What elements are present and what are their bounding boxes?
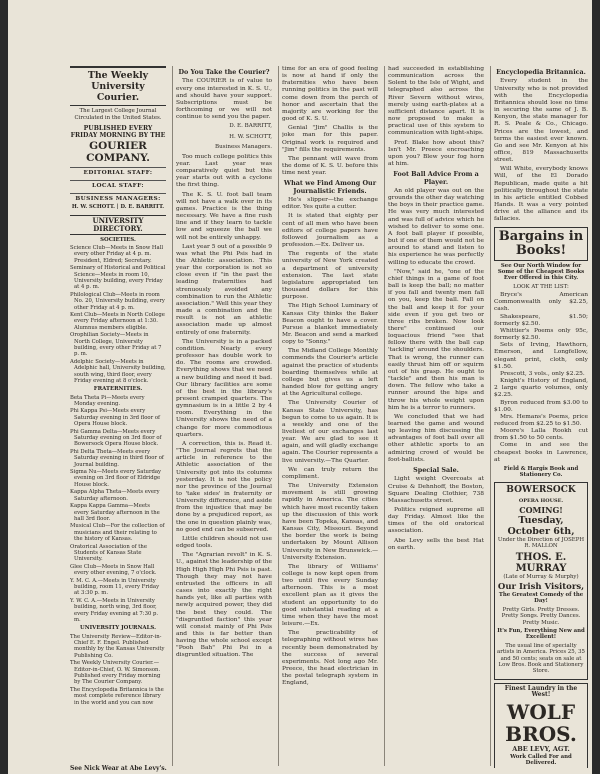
newspaper-page <box>8 0 592 774</box>
article-heading: Do You Take the Courier? <box>178 68 270 76</box>
paragraph: Abe Levy sells the best Hat on earth. <box>388 537 484 551</box>
directory-entry: Seminary of Historical and Political Science—Meets in room 10, University building, every Friday at 4 p. m. <box>70 265 166 291</box>
directory-entry: Kappa Kappa Gamma—Meets every Saturday afternoon in the hall 3rd floor. <box>70 503 160 522</box>
paragraph: Genial "Jim" Challis is the joke man for this paper. Original work is required and "Jim" fills the requirements. <box>282 125 378 153</box>
ad-list-item: Come in and see the cheapest books in Lawrence, at <box>494 442 588 463</box>
top-margin <box>8 0 592 58</box>
directory-entry: Kappa Alpha Theta—Meets every Saturday afternoon. <box>70 489 160 502</box>
ad-list-item: Mrs. Hemans's Poems, price reduced from $2.25 to $1.50. <box>494 413 588 427</box>
directory-entry: Kent Club—Meets in North College every Friday afternoon at 1:30. Alumnus members eligible. <box>70 311 165 331</box>
paragraph: It is stated that eighty per cent of all men who have been editors of college papers have followed journalism as a profession.—Ex. Deliver us. <box>282 213 378 249</box>
article-heading: What we Find Among Our Journalistic Friends. <box>283 179 377 195</box>
ad-list-item: Shakespeare, $1.50; formerly $2.50. <box>494 313 588 327</box>
paragraph: An old player was out on the grounds the other day watching the boys in their practice game. He was very much interested and was full of advice which he wished to deliver to some one. A foot ball player if possible, but if one of them would not be around to stand and listen to his experience he was perfectly willing to educate the crowd. <box>388 188 484 266</box>
paragraph: The practicability of telegraphing without wires has recently been demonstrated by the success of several experiments. Not long ago Mr. Preece, the head electrician in the postal telegraph system in England, <box>282 630 378 687</box>
show-date: Tuesday, October 6th, <box>507 514 575 537</box>
paragraph: The K. S. U. foot ball team will not have a walk over in its games. Practice is the thing necessary. We have a fine rush line and if they learn to tackle low and squeeze the ball we will not be entirely unhappy. <box>176 191 272 241</box>
agent-name: ABE LEVY, AGT. <box>512 744 570 753</box>
column-masthead <box>70 66 166 768</box>
masthead-tagline: The Largest College Journal Circulated in the United States. <box>74 108 162 121</box>
work-line: Work Called For and Delivered. <box>510 754 572 767</box>
column-advertisements <box>494 66 588 768</box>
column-rule <box>490 66 491 766</box>
directory-title: UNIVERSITY DIRECTORY. <box>70 215 166 235</box>
signature: Business Managers. <box>214 143 272 150</box>
company-name: GOURIER COMPANY. <box>86 140 150 164</box>
column-rule <box>172 66 173 766</box>
paragraph: The High School Luminary of Kansas City thinks the Baker Beacon ought to have a cover. Pursue a blanket immediately Mr. Beacon and send a marked copy to "Sonny." <box>282 303 378 346</box>
ad-list-item: Sets of Irving, Hawthorn, Emerson, and Longfellow, elegant print, cloth, only $1.50. <box>494 342 588 370</box>
store-name: Field & Hargis Book and Stationery Co. <box>503 465 579 479</box>
directory-entry: Science Club—Meets in Snow Hall every other Friday at 4 p. m. President, Eldred; Secretary. <box>70 244 164 264</box>
ad-list-item: Whittier's Poems only 95c, formerly $2.50. <box>494 327 588 342</box>
laundry-ad <box>494 683 588 768</box>
actor-subtitle: (Late of Murray & Murphy) <box>503 573 579 580</box>
opera-name: BOWERSOCK <box>506 484 576 495</box>
paragraph: time for an era of good feeling is now at hand if only the fraternities who have been running politics in the past will come down from the perch of honor and ascertain that the majority are working for the good of K. S. U. <box>282 66 378 123</box>
column-football <box>388 66 484 768</box>
paragraph: The "Agrarian revolt" in K. S. U., against the leadership of the High High High Phi Psis is past. Though they may not have entrusted the officers in all cases into exactly the right hands yet, like all parties with newly acquired power, they did the best they could. The "disgruntled faction" this year will consist mainly of Phi Psis and this is far better than having the whole school except "Pooh Bah" Phi Psi in a disgruntled situation. The <box>176 552 272 659</box>
paragraph: Politics reigned supreme all day Friday. Almost like the times of the old oratorical association. <box>388 506 484 535</box>
opera-suffix: OPERA HOUSE. <box>518 497 564 504</box>
comedy-tagline: The Greatest Comedy of the Day! <box>498 591 584 605</box>
bargains-ad-title: Bargains in Books! <box>494 227 588 261</box>
directory-entry: Glee Club—Meets in Snow Hall every other evening, 7 o'clock. <box>70 563 157 577</box>
paragraph: We concluded that we had learned the game and wound up leaving him discussing the advantages of foot ball over all other athletic sports to an admiring crowd of would be foot-ballists. <box>388 413 484 463</box>
paragraph: Light weight Overcoats at Cruise & Dehnhoff, the Boston, Square Dealing Clothier, 738 Massachusetts street. <box>388 476 484 504</box>
laundry-title: Finest Laundry in the West! <box>504 684 578 699</box>
ad-list-item: Moore's Lalla Rookh cut from $1.50 to 50 cents. <box>494 428 588 442</box>
paragraph: The pennant will wave from the dome of K. S. U. before this time next year. <box>282 155 378 177</box>
ad-list-item: Prescott, 3 vols., only $2.25. <box>500 370 585 377</box>
directory-entry: Sigma Nu—Meets every Saturday evening on 3rd floor of Eldridge House block. <box>70 469 162 488</box>
paragraph: Every student in the University who is not provided with the Encyclopedia Britannica should lose no time in securing the same of J. B. Kenyon, the state manager for R. S. Peale & Co., Chicago. Prices are the lowest, and terms the easiest ever known. Go and see Mr. Kenyon at his office, 819 Massachusetts street. <box>494 78 588 164</box>
directory-entry: Y. W. C. A.—Meets in University building, north wing, 3rd floor, every Friday evening at 7:30 p. m. <box>70 597 159 624</box>
directory-entry: Phi Kappa Psi—Meets every Saturday evening in 3rd floor of Opera House block. <box>70 408 160 428</box>
column-editorial <box>176 66 272 768</box>
directory-entry: Philological Club—Meets in room No. 20, University building, every other Friday at 4 p. m. <box>70 291 165 311</box>
play-title: Our Irish Visitors, <box>497 581 585 592</box>
opera-house-ad <box>494 482 588 680</box>
column-rule <box>278 66 279 766</box>
business-managers-heading: BUSINESS MANAGERS: <box>70 193 166 203</box>
paragraph: The regents of the state university of New York created a department of university extension. The last state legislature appropriated ten thousand dollars for this purpose. <box>282 251 378 301</box>
directory-entry: Musical Club—For the collection of musicians and their relating to the history of Kansas. <box>70 523 165 543</box>
ad-list-heading: LOOK AT THE LIST: <box>513 283 569 290</box>
directory-entry: Orophilian Society—Meets in North College, University building, every other Friday at 7 p. m. <box>70 332 162 358</box>
societies-heading: SOCIETIES. <box>100 236 136 243</box>
local-staff-heading: LOCAL STAFF: <box>70 180 166 190</box>
directory-entry: Adelphic Society—Meets in Adelphic hall, University building, south wing, third floor, every Friday evening at 8 o'clock. <box>70 358 166 385</box>
editorial-staff-heading: EDITORIAL STAFF: <box>70 167 166 177</box>
ad-list-item: Bryce's American Commonwealth only $2.25, cash. <box>494 292 588 313</box>
management-line: Under the Direction of JOSEPH R. MALLON <box>497 536 585 550</box>
paragraph: The library of Williams' college is now kept open from two until five every Sunday afternoon. This is a most excellent plan as it gives the student an opportunity to do good substantial reading at a time when they have the most leisure.—Ex. <box>282 563 378 628</box>
paragraph: had succeeded in establishing communication across the Solent to the Isle of Wight, and telegraphed also across the River Severn without wires, merely using earth-plates at a sufficient distance apart. It is now proposed to make a practical use of this system to communication with light-ships. <box>388 66 484 137</box>
fun-tagline: It's Fun, Everything New and Excellent! <box>497 627 585 641</box>
paragraph: Too much college politics this year. Last year was comparatively quiet but this year starts out with a cyclone the first thing. <box>176 153 272 189</box>
directory-entry: Beta Theta Pi—Meets every Monday evening. <box>70 394 145 408</box>
fraternities-heading: FRATERNITIES. <box>93 386 143 393</box>
column-rule <box>384 66 385 766</box>
ad-subtitle: See Our North Window for Some of the Cheapest Books Ever Offered in this City. <box>497 262 585 282</box>
directory-entry: Phi Gamma Delta—Meets every Saturday evening on 3rd floor of Bowersock Opera House block. <box>70 428 162 448</box>
paragraph: He's slipper—the exchange editor. Yes quite a cutter. <box>282 197 378 211</box>
coming-label: COMING! <box>519 504 563 515</box>
article-heading: Foot Ball Advice From a Player. <box>393 170 479 186</box>
paragraph: The University Courier of Kansas State University, has begun to come to us again. It is a weekly and one of the liveliest of our exchanges last year. We are glad to see it again, and will gladly exchange again. The Courier represents a live university.—The Quarter. <box>282 400 378 464</box>
directory-entry: Oratorical Association of the Students of Kansas State University. <box>70 543 147 563</box>
article-heading: Encyclopedia Britannica. <box>496 68 586 76</box>
article-heading: Special Sale. <box>413 465 459 474</box>
directory-entry: Y. M. C. A.—Meets in University building, room 11, every Friday at 3:30 p. m. <box>70 577 160 597</box>
paragraph: A correction, this is. Read it. "The Journal regrets that the article in reference to the Athletic association of the University got into its columns yesterday. It is not the policy nor the province of the Journal to 'take sides' in fraternity or University difference, and aside from the injustice that may be done by a prejudiced report, as the one in question plainly was, no good end can be subserved. <box>176 440 272 533</box>
journal-entry: The University Review—Editor-in-Chief E. F. Engel. Published monthly by the Kansas University Publishing Co. <box>70 633 165 659</box>
paragraph: Little children should not use edged tools. <box>176 535 272 550</box>
published-line: PUBLISHED EVERY FRIDAY MORNING BY THE <box>70 125 166 139</box>
price-note: The usual line of specialty artists in America. Prices 25, 35 and 50 cents; seats on sale at Low Bros. Book and Stationery Store. <box>497 642 585 675</box>
signature: D. E. BARRITT, <box>229 123 272 130</box>
paragraph: Will White, everybody knows Will, of the El Dorado Republican, made quite a hit politically throughout the state in his article entitled Cobbed Hands. It was a very pointed drive at the alliance and its fallacies. <box>494 166 588 223</box>
signature: H. W. SCHOTT, <box>229 133 272 140</box>
directory-entry: Phi Delta Theta—Meets every Saturday evening in third floor of Journal building. <box>70 448 164 468</box>
paragraph: The COURIER is of value to every one interested in K. S. U., and should have your support. Subscriptions must be forthcoming or we will not continue to send you the paper. <box>176 78 272 121</box>
managers-names: H. W. SCHOTT. | D. E. BARRITT. <box>71 204 165 211</box>
journals-heading: UNIVERSITY JOURNALS. <box>80 625 156 632</box>
journal-entry: The Weekly University Courier.—Editor-in-Chief, O. W. Simonson. Published every Friday morning by The Courier Company. <box>70 660 161 686</box>
masthead-title: The Weekly University Courier. <box>70 66 166 106</box>
actor-name: THOS. E. MURRAY <box>515 551 567 574</box>
ad-list-item: Byron reduced from $3.00 to $1.00. <box>494 399 588 413</box>
bottom-line: See Nick Wear at Abe Levy's. <box>70 765 167 772</box>
paragraph: The Midland College Monthly commends the Courier's article against the practice of students boarding themselves while at college but gives us a left handed blow for getting angry at the Agricultural college. <box>282 348 378 398</box>
paragraph: "Now," said he, "one of the chief things in a game of foot ball is keep the ball; no matter if you fall and twenty men fall on you, keep the ball. Fall on the ball and keep it for your side even if you get two or three ribs broken. Now look there" continued our loquacious friend "see that fellow there with the ball cap 'tackling' around the shoulders. That is wrong, the runner can easily thrust him off or squirm out of his grasp. He ought to "tackle" and then his man is down. The fellow who take a runner around the hips and throw his whole weight upon him he is a terror to runners. <box>388 268 484 411</box>
paragraph: Last year 5 out of a possible 9 was what the Phi Psis had in the Athletic association. This year the corporation is not so close even if "in the past the leading fraternities had strenuously avoided any combination to run the Athletic association." Well this year they made a combination and the result is not an athletic association made up almost entirely of one fraternity. <box>176 243 272 336</box>
pretty-list: Pretty Girls. Pretty Dresses. Pretty Songs. Pretty Dances. Pretty Music. <box>501 606 581 626</box>
ad-list-item: Knight's History of England, 2 large quarto volumes, only $2.25. <box>494 378 588 399</box>
journal-entry: The Encyclopedia Britannica is the most complete reference library in the world and you can now <box>70 686 164 706</box>
wolf-bros-name: WOLF BROS. <box>505 699 577 746</box>
paragraph: We can truly return the compliment. <box>282 466 378 480</box>
paragraph: The University is in a packed condition. Nearly every professor has double work to do. The rooms are crowded. Everything shows that we need a new building and need it bad. Our library facilities are some of the best in the library's present cramped quarters. The gymnasium is in a little 2 by 4 room. Everything in the University shows the need of a change for more commodious quarters. <box>176 338 272 438</box>
paragraph: Prof. Blake how about this? Isn't Mr. Preece encroaching upon you? Blew your fog horn at him. <box>388 139 484 168</box>
column-exchanges <box>282 66 378 768</box>
paragraph: The University Extension movement is still growing rapidly in America. The cities which have most recently taken up the discussion of this work have been Topeka, Kansas, and Kansas City, Missouri. Beyond the border the work is being undertaken by Mount Allison University in New Brunswick.—University Extension. <box>282 483 378 561</box>
